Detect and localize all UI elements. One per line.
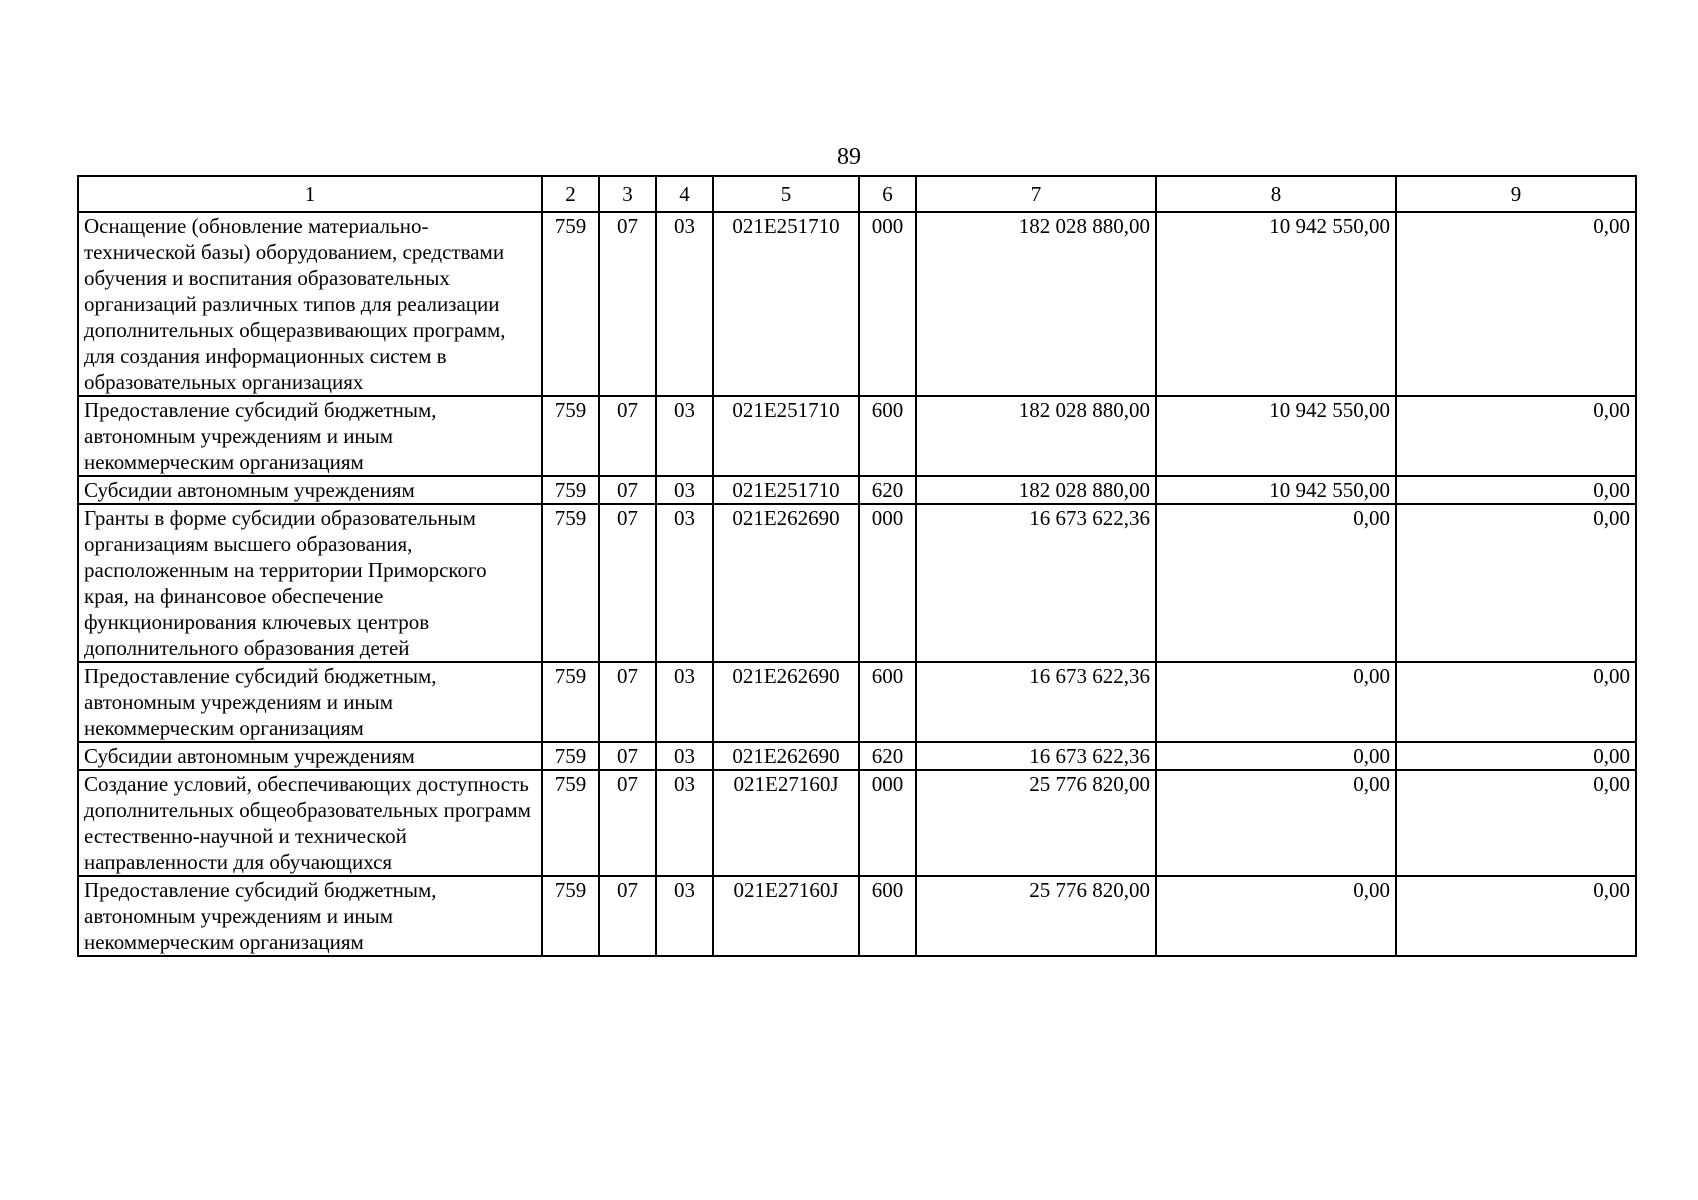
cell-col9: 0,00 (1396, 476, 1636, 504)
header-row (78, 176, 1636, 212)
column-header: 5 (713, 176, 859, 212)
cell-col7: 25 776 820,00 (916, 876, 1156, 956)
row-name: Субсидии автономным учреждениям (78, 476, 542, 504)
cell-col5: 021E251710 (713, 212, 859, 396)
page-number: 89 (837, 144, 861, 170)
cell-col8: 10 942 550,00 (1156, 476, 1396, 504)
cell-col4: 03 (656, 770, 713, 876)
cell-col8: 0,00 (1156, 504, 1396, 662)
cell-col2: 759 (542, 212, 599, 396)
cell-col8: 0,00 (1156, 662, 1396, 742)
cell-col7: 16 673 622,36 (916, 504, 1156, 662)
cell-col9: 0,00 (1396, 504, 1636, 662)
cell-col3: 07 (599, 396, 656, 476)
cell-col8: 10 942 550,00 (1156, 396, 1396, 476)
cell-col7: 16 673 622,36 (916, 742, 1156, 770)
cell-col9: 0,00 (1396, 876, 1636, 956)
cell-col5: 021E27160J (713, 770, 859, 876)
table-row (78, 504, 1636, 662)
cell-col2: 759 (542, 396, 599, 476)
cell-col6: 620 (859, 476, 916, 504)
column-header: 3 (599, 176, 656, 212)
cell-col6: 600 (859, 876, 916, 956)
row-name: Оснащение (обновление материально-технической базы) оборудованием, средствами обучения и воспитания образовательных организаций различных типов для реализации дополнительных общеразвивающих программ, для создания информационных систем в образовательных организациях (78, 212, 542, 396)
column-header: 2 (542, 176, 599, 212)
cell-col8: 0,00 (1156, 770, 1396, 876)
row-name: Субсидии автономным учреждениям (78, 742, 542, 770)
cell-col6: 600 (859, 662, 916, 742)
table-row (78, 212, 1636, 396)
column-header: 6 (859, 176, 916, 212)
table-row (78, 742, 1636, 770)
table-row (78, 770, 1636, 876)
cell-col5: 021E262690 (713, 662, 859, 742)
cell-col2: 759 (542, 476, 599, 504)
row-name: Гранты в форме субсидии образовательным организациям высшего образования, расположенным на территории Приморского края, на финансовое обеспечение функционирования ключевых центров дополнительного образования детей (78, 504, 542, 662)
cell-col9: 0,00 (1396, 396, 1636, 476)
table-row (78, 476, 1636, 504)
row-name: Предоставление субсидий бюджетным, автономным учреждениям и иным некоммерческим организациям (78, 396, 542, 476)
cell-col4: 03 (656, 662, 713, 742)
cell-col5: 021E262690 (713, 742, 859, 770)
row-name: Предоставление субсидий бюджетным, автономным учреждениям и иным некоммерческим организациям (78, 876, 542, 956)
cell-col9: 0,00 (1396, 662, 1636, 742)
cell-col8: 0,00 (1156, 876, 1396, 956)
cell-col8: 0,00 (1156, 742, 1396, 770)
cell-col5: 021E262690 (713, 504, 859, 662)
cell-col4: 03 (656, 212, 713, 396)
cell-col3: 07 (599, 876, 656, 956)
cell-col4: 03 (656, 742, 713, 770)
column-header: 1 (78, 176, 542, 212)
table-header (78, 176, 1636, 212)
table-row (78, 876, 1636, 956)
cell-col7: 182 028 880,00 (916, 212, 1156, 396)
cell-col2: 759 (542, 876, 599, 956)
cell-col3: 07 (599, 770, 656, 876)
cell-col3: 07 (599, 742, 656, 770)
cell-col4: 03 (656, 876, 713, 956)
column-header: 8 (1156, 176, 1396, 212)
cell-col6: 600 (859, 396, 916, 476)
cell-col6: 620 (859, 742, 916, 770)
cell-col7: 182 028 880,00 (916, 396, 1156, 476)
cell-col8: 10 942 550,00 (1156, 212, 1396, 396)
cell-col9: 0,00 (1396, 212, 1636, 396)
cell-col2: 759 (542, 662, 599, 742)
cell-col3: 07 (599, 476, 656, 504)
budget-table (77, 175, 1637, 957)
row-name: Создание условий, обеспечивающих доступность дополнительных общеобразовательных программ естественно-научной и технической направленности для обучающихся (78, 770, 542, 876)
column-header: 4 (656, 176, 713, 212)
cell-col3: 07 (599, 662, 656, 742)
cell-col6: 000 (859, 504, 916, 662)
cell-col6: 000 (859, 212, 916, 396)
cell-col2: 759 (542, 504, 599, 662)
cell-col2: 759 (542, 770, 599, 876)
cell-col7: 182 028 880,00 (916, 476, 1156, 504)
cell-col9: 0,00 (1396, 770, 1636, 876)
cell-col5: 021E27160J (713, 876, 859, 956)
column-header: 7 (916, 176, 1156, 212)
cell-col5: 021E251710 (713, 476, 859, 504)
column-header: 9 (1396, 176, 1636, 212)
cell-col4: 03 (656, 476, 713, 504)
cell-col5: 021E251710 (713, 396, 859, 476)
table-row (78, 396, 1636, 476)
cell-col9: 0,00 (1396, 742, 1636, 770)
cell-col7: 16 673 622,36 (916, 662, 1156, 742)
row-name: Предоставление субсидий бюджетным, автономным учреждениям и иным некоммерческим организациям (78, 662, 542, 742)
table-row (78, 662, 1636, 742)
cell-col2: 759 (542, 742, 599, 770)
cell-col3: 07 (599, 212, 656, 396)
cell-col6: 000 (859, 770, 916, 876)
cell-col4: 03 (656, 396, 713, 476)
cell-col3: 07 (599, 504, 656, 662)
cell-col4: 03 (656, 504, 713, 662)
cell-col7: 25 776 820,00 (916, 770, 1156, 876)
